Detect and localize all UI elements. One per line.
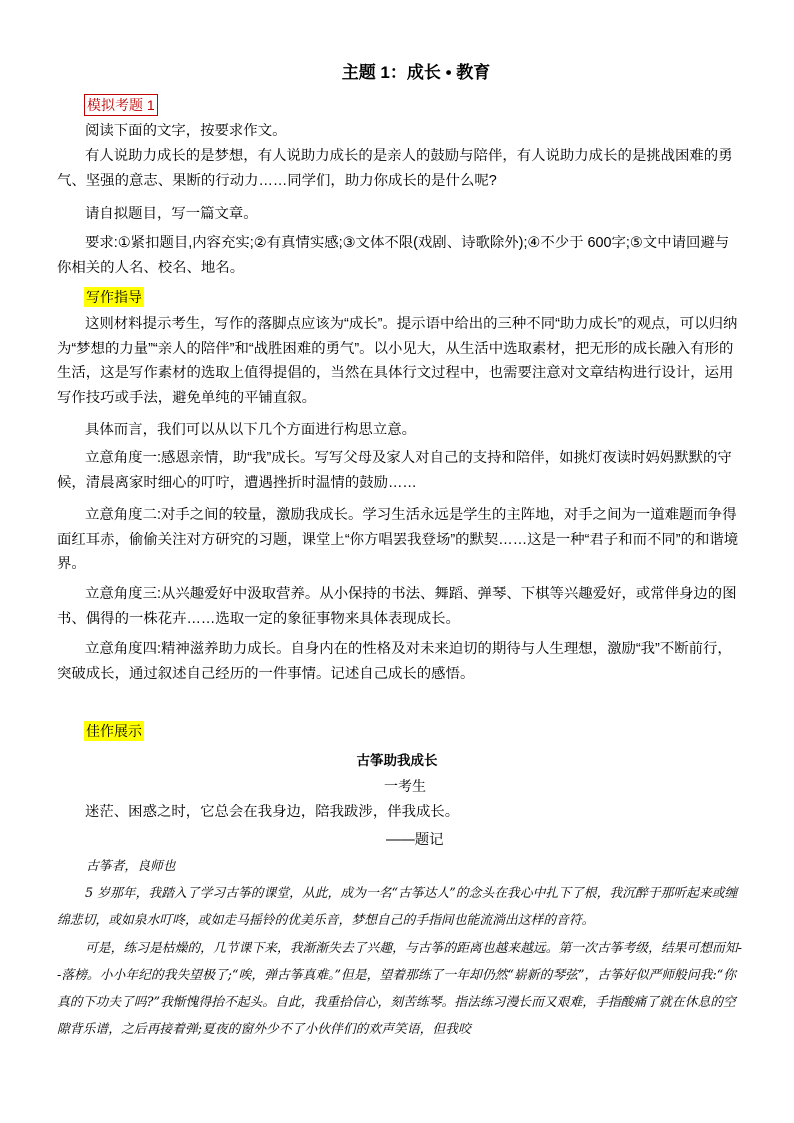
essay-paragraph-2: 5 岁那年，我踏入了学习古筝的课堂，从此，成为一名“古筝达人”的念头在我心中扎下了根，我沉醉于那听起来或缠绵悲切，或如泉水叮咚，或如走马摇铃的优美乐音，梦想自己的手指间也能流淌出这样的音符。 xyxy=(57,886,738,928)
essay-author: 一考生 xyxy=(384,778,426,794)
essay-paragraph-1: 古筝者，良师也 xyxy=(86,859,176,874)
guide-paragraph-1: 这则材料提示考生，写作的落脚点应该为“成长”。提示语中给出的三种不同“助力成长”的观点，可以归纳为“梦想的力量”“亲人的陪伴”和“战胜困难的勇气”。以小见大，从生活中选取素材，把无形的成长融入有形的生活，这是写作素材的选取上值得提倡的，当然在具体行文过程中，也需要注意对文章结构进行设计，运用写作技巧或手法，避免单纯的平铺直叙。 xyxy=(57,316,738,406)
showcase-tag: 佳作展示 xyxy=(86,723,142,739)
epigraph-signature: ——题记 xyxy=(386,832,444,848)
guide-angle-2: 立意角度二:对手之间的较量，激励我成长。学习生活永远是学生的主阵地，对手之间为一道难题而争得面红耳赤，偷偷关注对方研究的习题，课堂上“你方唱罢我登场”的默契……这是一种“君子和而不同”的和谐境界。 xyxy=(57,507,739,572)
page-title: 主题 1：成长 • 教育 xyxy=(341,63,491,82)
essay-epigraph: 迷茫、困惑之时，它总会在我身边，陪我跋涉，伴我成长。 xyxy=(85,804,460,820)
guide-angle-4: 立意角度四:精神滋养助力成长。自身内在的性格及对未来迫切的期待与人生理想，激励“我”不断前行，突破成长，通过叙述自己经历的一件事情。记述自己成长的感悟。 xyxy=(57,641,732,682)
guide-angle-3: 立意角度三:从兴趣爱好中汲取营养。从小保持的书法、舞蹈、弹琴、下棋等兴趣爱好，或常伴身边的图书、偶得的一株花卉……选取一定的象征事物来具体表现成长。 xyxy=(57,586,737,627)
guide-paragraph-2: 具体而言，我们可以从以下几个方面进行构思立意。 xyxy=(85,422,416,438)
writing-guide-tag: 写作指导 xyxy=(86,289,142,305)
essay-title: 古筝助我成长 xyxy=(356,753,438,768)
prompt-paragraph-3: 请自拟题目，写一篇文章。 xyxy=(85,206,258,222)
mock-exam-tag: 模拟考题 1 xyxy=(84,94,158,116)
prompt-paragraph-1: 阅读下面的文字，按要求作文。 xyxy=(85,123,287,139)
guide-angle-1: 立意角度一:感恩亲情，助“我”成长。写写父母及家人对自己的支持和陪伴，如挑灯夜读时妈妈默默的守候，清晨离家时细心的叮咛，遭遇挫折时温情的鼓励…… xyxy=(57,450,732,491)
prompt-requirements: 要求:①紧扣题目,内容充实;②有真情实感;③文体不限(戏剧、诗歌除外);④不少于 600字;⑤文中请回避与你相关的人名、校名、地名。 xyxy=(57,235,730,276)
essay-paragraph-3: 可是，练习是枯燥的，几节课下来，我渐渐失去了兴趣，与古筝的距离也越来越远。第一次古筝考级，结果可想而知--落榜。小小年纪的我失望极了;“唉，弹古筝真难。”但是，望着那练了一年却仍然“崭新的琴弦”，古筝好似严师般问我:“你真的下功夫了吗?”我惭愧得抬不起头。自此，我重拾信心，刻苦练琴。指法练习漫长而又艰难，手指酸痛了就在休息的空隙背乐谱，之后再接着弹;夏夜的窗外少不了小伙伴们的欢声笑语，但我咬 xyxy=(57,941,742,1037)
prompt-paragraph-2: 有人说助力成长的是梦想，有人说助力成长的是亲人的鼓励与陪伴，有人说助力成长的是挑战困难的勇气、坚强的意志、果断的行动力……同学们，助力你成长的是什么呢? xyxy=(57,148,733,189)
